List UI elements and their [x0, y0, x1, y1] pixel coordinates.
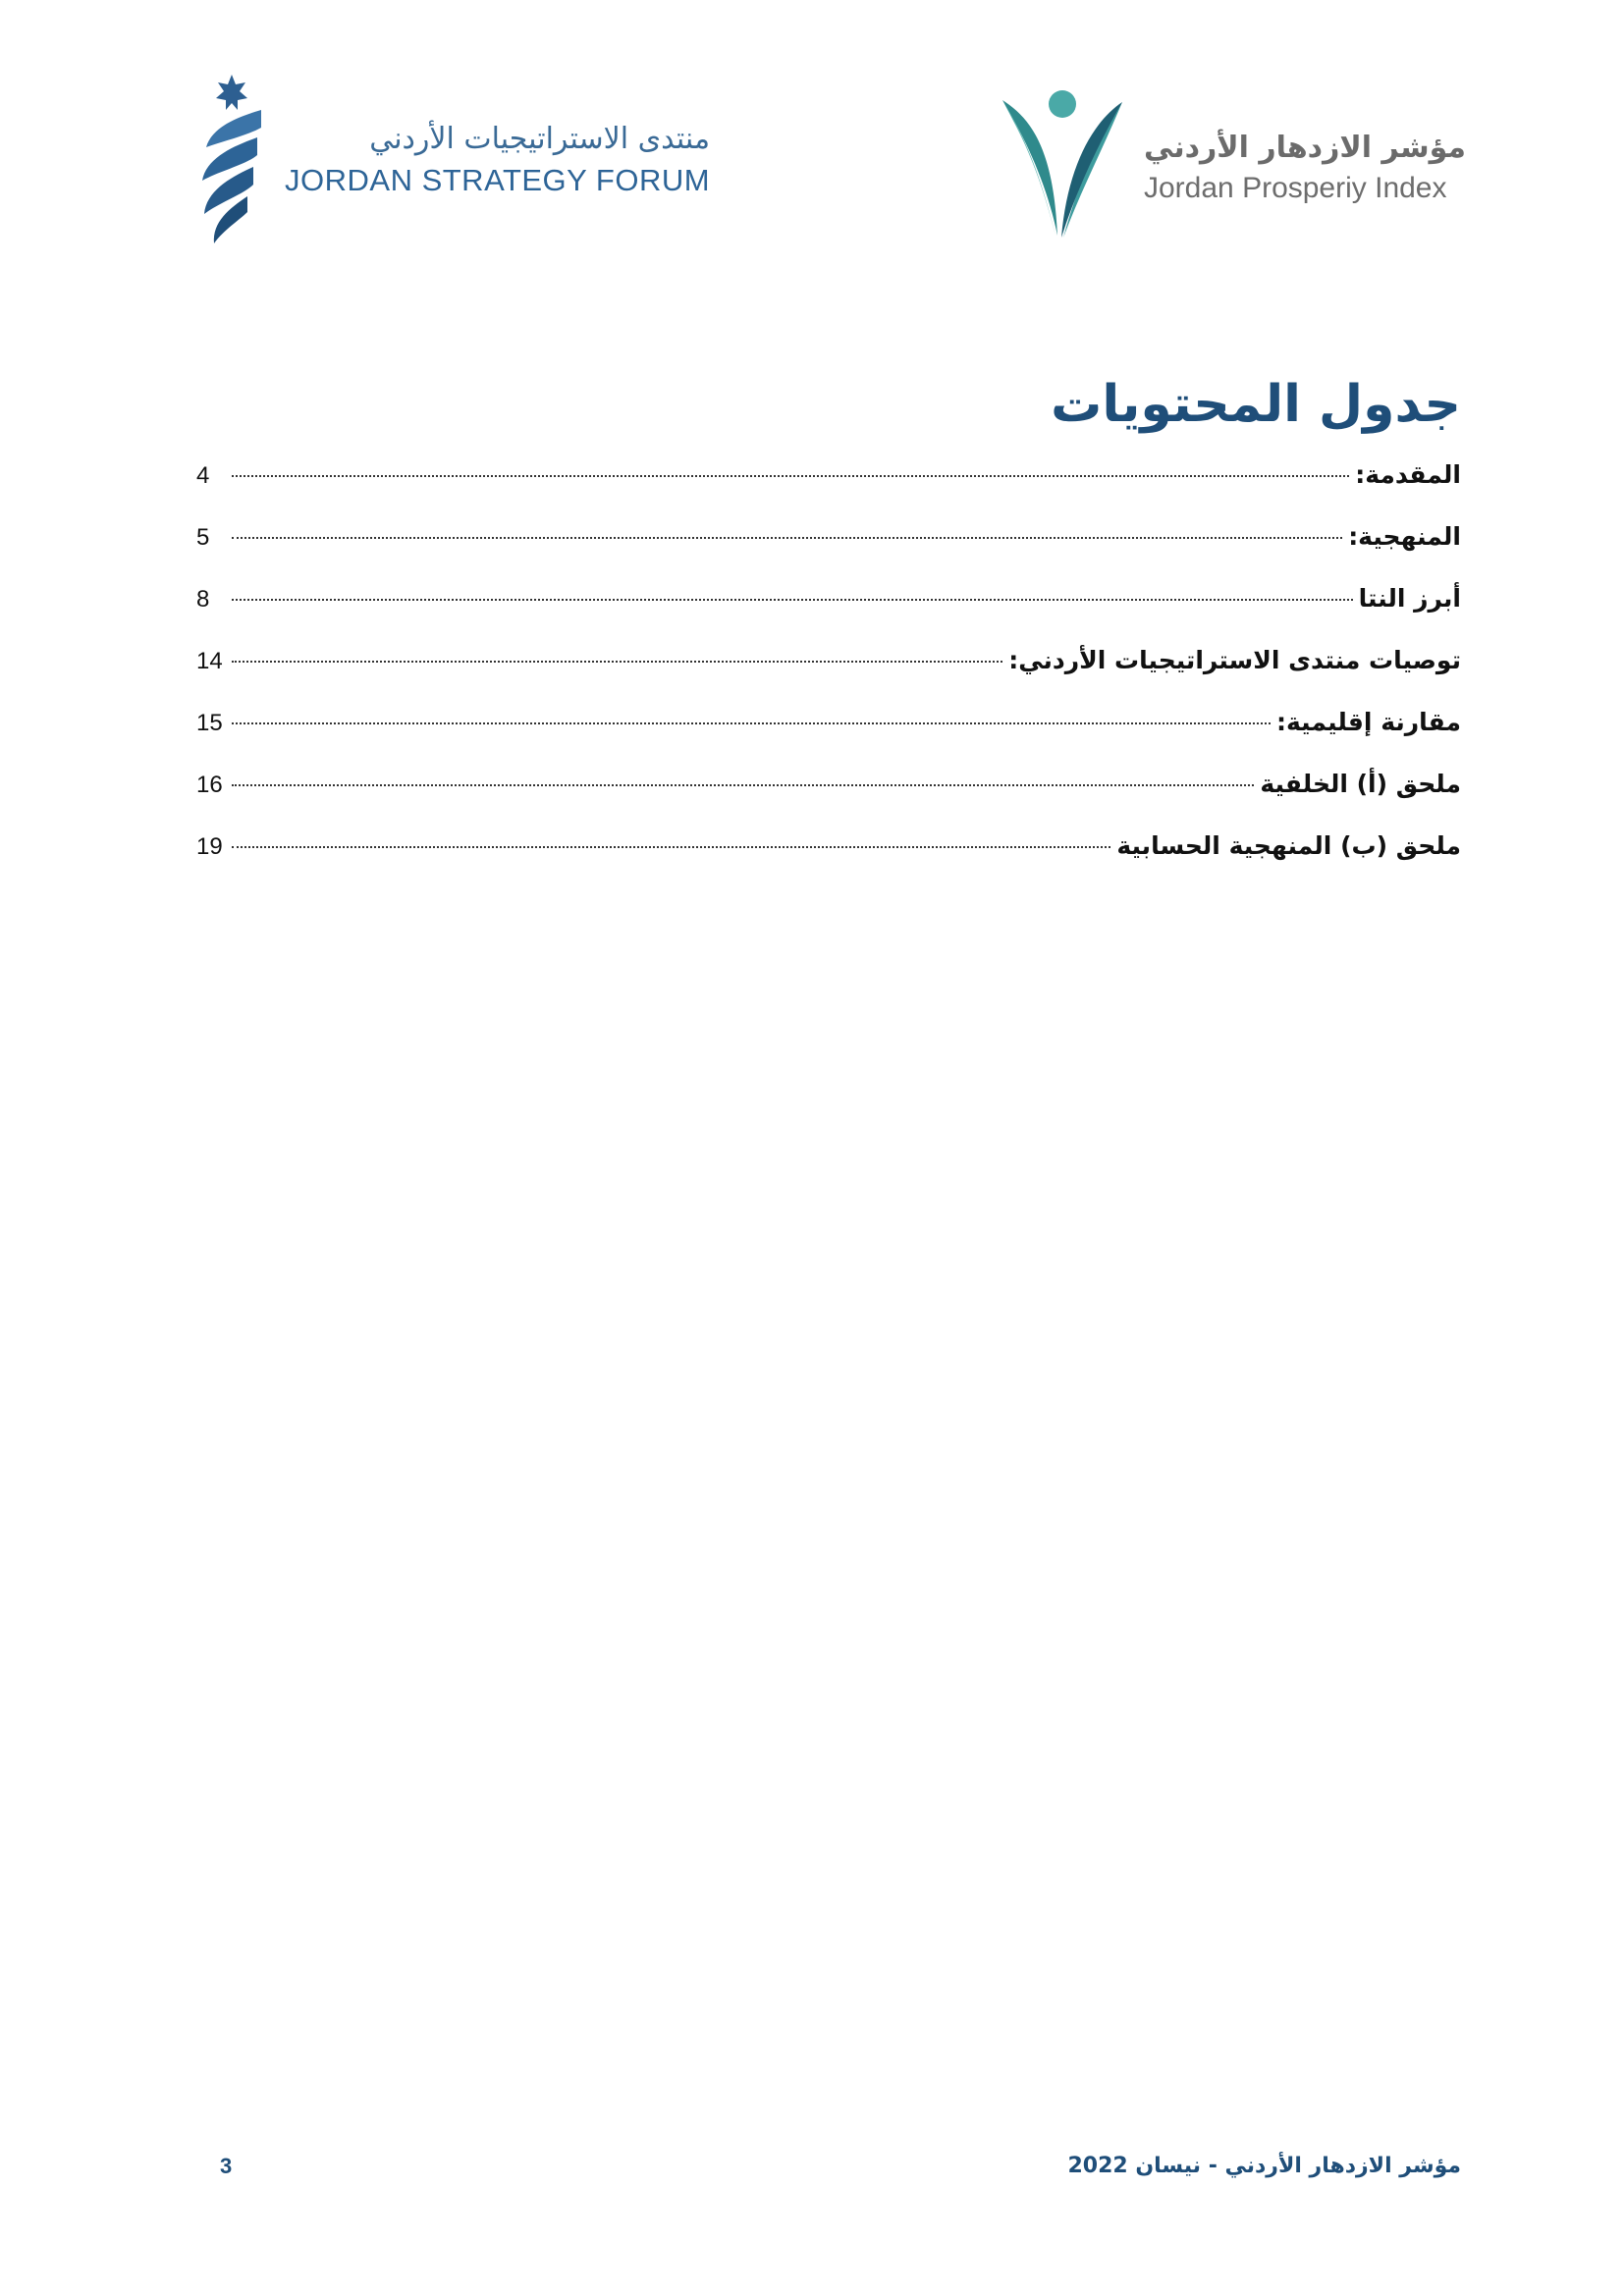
toc-entry-label: مقارنة إقليمية: [1276, 708, 1461, 736]
jpi-logo-english-name: Jordan Prosperiy Index [1144, 172, 1447, 204]
toc-dot-leader [232, 784, 1254, 786]
toc-entry[interactable] [196, 444, 1461, 506]
toc-dot-leader [232, 846, 1110, 848]
toc-entry[interactable] [196, 506, 1461, 567]
toc-entry[interactable] [196, 567, 1461, 629]
toc-entry-label: توصيات منتدى الاستراتيجيات الأردني: [1008, 646, 1461, 674]
toc-entry[interactable] [196, 815, 1461, 877]
jsf-logo-english-name: JORDAN STRATEGY FORUM [285, 163, 711, 197]
footer-page-number: 3 [220, 2154, 233, 2178]
toc-entry-label: أبرز النتا [1358, 584, 1461, 613]
toc-dot-leader [232, 537, 1342, 539]
jordan-prosperity-index-logo [997, 88, 1468, 245]
toc-entry-label: ملحق (ب) المنهجية الحسابية [1116, 831, 1461, 860]
toc-entry-page: 15 [196, 710, 223, 736]
jsf-logo-arabic-name: منتدى الاستراتيجيات الأردني [369, 122, 711, 156]
toc-entry-page: 8 [196, 586, 210, 613]
toc-list [196, 444, 1461, 877]
toc-entry-label: المنهجية: [1348, 522, 1461, 551]
jpi-logo-arabic-name: مؤشر الازدهار الأردني [1144, 131, 1466, 165]
toc-dot-leader [232, 722, 1271, 724]
toc-entry-label: ملحق (أ) الخلفية [1260, 770, 1461, 798]
toc-entry-page: 16 [196, 772, 223, 798]
toc-entry[interactable] [196, 753, 1461, 815]
jordan-prosperity-index-emblem-icon [997, 88, 1128, 245]
toc-entry[interactable] [196, 691, 1461, 753]
toc-dot-leader [232, 475, 1349, 477]
toc-entry[interactable] [196, 629, 1461, 691]
jordan-strategy-forum-emblem-icon [192, 71, 271, 247]
toc-entry-page: 14 [196, 648, 223, 674]
toc-entry-page: 19 [196, 833, 223, 860]
toc-entry-page: 4 [196, 462, 210, 489]
toc-dot-leader [232, 661, 1002, 663]
toc-dot-leader [232, 599, 1353, 601]
toc-entry-page: 5 [196, 524, 210, 551]
footer-title: مؤشر الازدهار الأردني - نيسان 2022 [1067, 2154, 1461, 2178]
toc-entry-label: المقدمة: [1355, 460, 1461, 489]
toc-title: جدول المحتويات [1051, 375, 1461, 434]
jordan-strategy-forum-logo [192, 71, 711, 247]
